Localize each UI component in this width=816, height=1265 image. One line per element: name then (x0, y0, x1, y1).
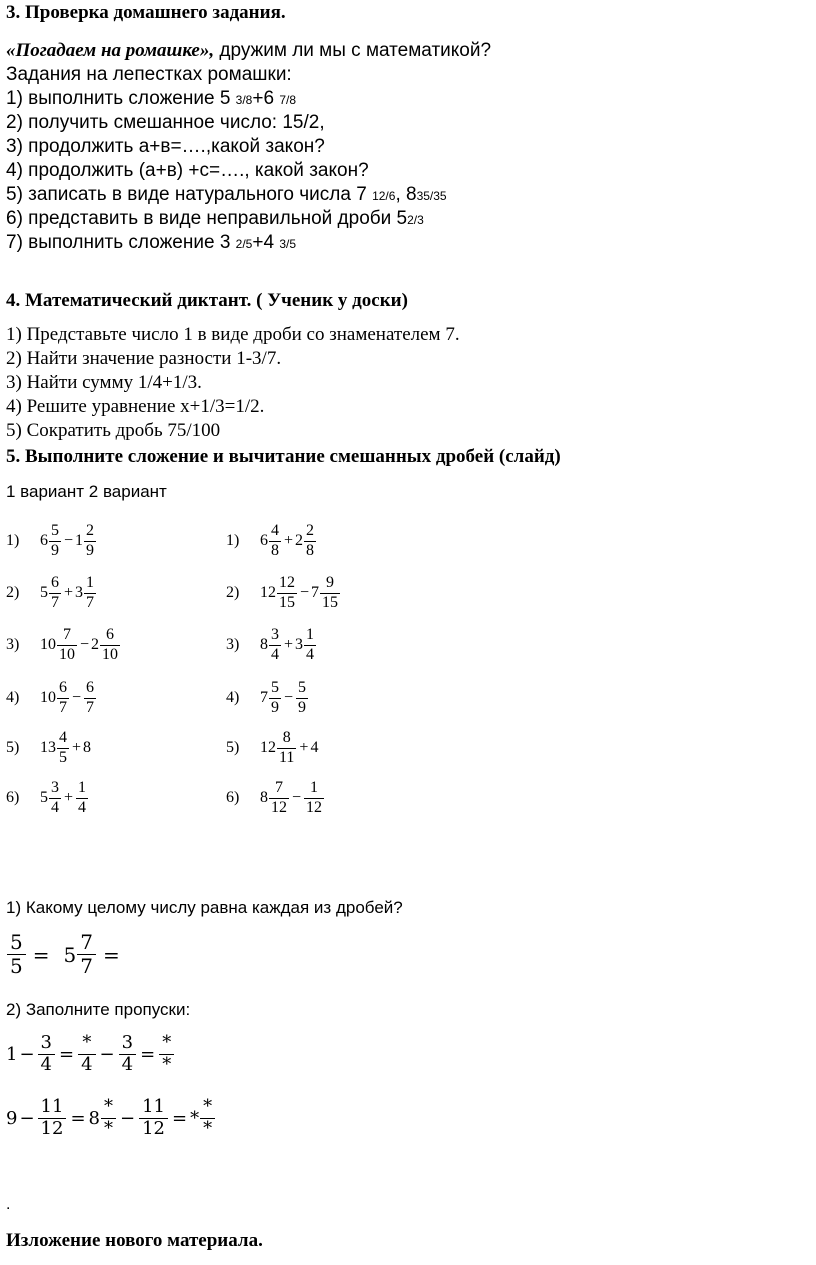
r2-nine: 9 (6, 1107, 18, 1129)
intro-rest: дружим ли мы с математикой? (214, 40, 492, 61)
task-6 (6, 208, 424, 230)
fraction-2-numerator: 9 (326, 574, 335, 591)
dictation-item-1: 1) Представьте число 1 в виде дроби со знаменателем 7. (6, 324, 460, 345)
dictation-item-3: 3) Найти сумму 1/4+1/3. (6, 372, 202, 393)
fraction-1 (49, 780, 61, 817)
task-7-text: 7) выполнить сложение 3 (6, 232, 236, 253)
fraction-2 (304, 627, 316, 664)
whole-part-2: 2 (295, 532, 304, 550)
task-1 (6, 88, 296, 110)
fraction-1-denominator: 10 (59, 645, 75, 663)
left-exercise-5 (6, 730, 91, 767)
exercise-index: 3) (6, 636, 20, 654)
fraction-1-numerator: 7 (275, 779, 283, 796)
operator: + (64, 584, 74, 602)
operator: − (300, 584, 310, 602)
fraction-1-numerator: 5 (271, 679, 279, 696)
question-2: 2) Заполните пропуски: (6, 1000, 191, 1019)
exercise-index: 1) (226, 532, 240, 550)
r1-minus-b: − (99, 1043, 115, 1065)
r2-n2: * (104, 1096, 113, 1117)
fraction-2-denominator: 7 (86, 593, 95, 611)
exercise-index: 4) (6, 689, 20, 707)
fraction-1-denominator: 4 (51, 798, 59, 816)
r2-d1: 12 (38, 1118, 67, 1139)
whole-part-1: 6 (40, 532, 48, 550)
q1-b-denominator: 7 (77, 954, 96, 977)
operator: − (292, 789, 302, 807)
stray-dot: . (6, 1196, 11, 1213)
fraction-1-numerator: 12 (279, 574, 295, 591)
fraction-2-numerator: 2 (306, 522, 315, 539)
fraction-1 (269, 780, 289, 817)
whole-part-2: 3 (75, 584, 84, 602)
task-1-frac-b: 7/8 (279, 93, 296, 107)
fraction-1 (269, 523, 281, 560)
task-1-text: 1) выполнить сложение 5 (6, 88, 236, 109)
r1-frac-3 (119, 1034, 136, 1075)
exercise-index: 1) (6, 532, 20, 550)
task-3: 3) продолжить а+в=….,какой закон? (6, 136, 325, 157)
r2-d2: * (101, 1118, 116, 1139)
right-exercise-6 (226, 780, 325, 817)
fraction-2 (84, 523, 96, 560)
r2-n3: 11 (142, 1096, 165, 1117)
left-exercise-1 (6, 523, 97, 560)
fraction-1-denominator: 9 (271, 698, 279, 716)
fraction-1-numerator: 3 (271, 626, 279, 643)
fraction-1-denominator: 7 (59, 698, 67, 716)
fraction-2-denominator: 4 (306, 645, 315, 663)
fraction-1 (277, 575, 297, 612)
task-6-frac: 2/3 (407, 213, 424, 227)
fraction-2-numerator: 1 (78, 779, 87, 796)
q1-a-denominator: 5 (7, 954, 26, 977)
whole-part-2: 2 (91, 636, 100, 654)
footer-heading: Изложение нового материала. (6, 1230, 263, 1251)
dictation-item-2: 2) Найти значение разности 1-3/7. (6, 348, 282, 369)
section5-heading: 5. Выполните сложение и вычитание смешанных дробей (слайд) (6, 446, 561, 467)
r2-frac-2 (101, 1098, 116, 1139)
operator: − (284, 689, 294, 707)
r2-n1: 11 (40, 1096, 64, 1117)
q1-b-numerator: 7 (80, 930, 93, 954)
fill-row-1 (6, 1034, 175, 1075)
fraction-2-numerator: 1 (306, 626, 315, 643)
task-5-frac-a: 12/6 (372, 189, 396, 203)
exercise-index: 5) (6, 739, 20, 757)
fill-row-2 (6, 1098, 216, 1139)
task-1-plus: +6 (252, 88, 280, 109)
r1-d3: 4 (119, 1054, 136, 1075)
fraction-1-numerator: 6 (59, 679, 67, 696)
dictation-item-4: 4) Решите уравнение х+1/3=1/2. (6, 396, 265, 417)
fraction-2-denominator: 9 (298, 698, 307, 716)
task-7-frac-a: 2/5 (235, 237, 253, 251)
fraction-1-numerator: 8 (282, 729, 291, 746)
task-5 (6, 184, 447, 206)
exercise-index: 2) (6, 584, 20, 602)
fraction-2 (304, 780, 324, 817)
section3-intro (6, 40, 491, 62)
exercise-index: 6) (6, 789, 20, 807)
fraction-2-denominator: 4 (78, 798, 87, 816)
question-1-fractions (6, 932, 120, 977)
fraction-1-numerator: 4 (59, 729, 67, 746)
dictation-item-5: 5) Сократить дробь 75/100 (6, 420, 221, 441)
fraction-1-numerator: 5 (51, 522, 59, 539)
whole-part-1: 13 (40, 739, 56, 757)
whole-part-2: 1 (75, 532, 84, 550)
whole-part-2: 4 (310, 739, 319, 757)
right-exercise-2 (226, 575, 341, 612)
whole-part-1: 10 (40, 636, 56, 654)
r1-frac-1 (38, 1034, 55, 1075)
whole-part-1: 12 (260, 584, 276, 602)
left-exercise-4 (6, 680, 97, 717)
q1-equals-b: = (102, 942, 120, 967)
whole-part-1: 10 (40, 689, 56, 707)
r1-n2: * (82, 1032, 92, 1053)
task-7 (6, 232, 296, 254)
operator: + (284, 532, 294, 550)
operator: + (284, 636, 294, 654)
whole-part-1: 6 (260, 532, 268, 550)
fraction-1-numerator: 7 (63, 626, 71, 643)
left-exercise-3 (6, 627, 121, 664)
r1-minus-a: − (19, 1043, 35, 1065)
fraction-2 (304, 523, 316, 560)
r1-eq-b: = (140, 1043, 156, 1065)
r2-minus-a: − (19, 1107, 35, 1129)
r1-frac-2 (78, 1034, 95, 1075)
operator: + (64, 789, 74, 807)
r1-d2: 4 (78, 1054, 95, 1075)
exercise-index: 4) (226, 689, 240, 707)
r1-one: 1 (6, 1043, 18, 1065)
fraction-1-denominator: 4 (271, 645, 279, 663)
fraction-2 (84, 680, 96, 717)
fraction-1 (269, 680, 281, 717)
operator: − (72, 689, 82, 707)
fraction-1 (49, 523, 61, 560)
fraction-1 (269, 627, 281, 664)
fraction-1 (57, 680, 69, 717)
fraction-2-numerator: 6 (106, 626, 115, 643)
right-exercise-5 (226, 730, 318, 767)
fraction-1-denominator: 11 (279, 748, 295, 766)
r2-frac-1 (38, 1098, 67, 1139)
r1-n1: 3 (40, 1032, 52, 1053)
exercise-index: 6) (226, 789, 240, 807)
fraction-2 (84, 575, 96, 612)
right-exercise-1 (226, 523, 317, 560)
fraction-1 (49, 575, 61, 612)
fraction-2 (76, 780, 88, 817)
fraction-1-denominator: 5 (59, 748, 67, 766)
whole-part-1: 12 (260, 739, 276, 757)
fraction-1 (277, 730, 296, 767)
whole-part-1: 8 (260, 636, 268, 654)
fraction-2-numerator: 5 (298, 679, 307, 696)
fraction-2-denominator: 12 (306, 798, 323, 816)
fraction-2-denominator: 7 (86, 698, 95, 716)
q1-a-numerator: 5 (10, 930, 23, 954)
whole-part-1: 5 (40, 584, 48, 602)
fraction-1-numerator: 6 (51, 574, 59, 591)
r1-d4: * (159, 1054, 174, 1075)
fraction-2-denominator: 15 (322, 593, 339, 611)
right-exercise-4 (226, 680, 309, 717)
task-7-frac-b: 3/5 (279, 237, 296, 251)
fraction-2-numerator: 2 (86, 522, 95, 539)
fraction-2-denominator: 10 (102, 645, 119, 663)
r2-eq-a: = (70, 1107, 86, 1129)
exercise-index: 5) (226, 739, 240, 757)
fraction-2-denominator: 8 (306, 541, 315, 559)
fraction-2 (296, 680, 308, 717)
intro-bold: «Погадаем на ромашке», (6, 40, 215, 61)
whole-part-2: 7 (311, 584, 320, 602)
r2-d3: 12 (139, 1118, 168, 1139)
fraction-1-denominator: 9 (51, 541, 59, 559)
r2-whole-star: * (190, 1107, 200, 1129)
r2-frac-3 (139, 1098, 168, 1139)
variants-label: 1 вариант 2 вариант (6, 482, 167, 501)
fraction-1-denominator: 12 (271, 798, 287, 816)
q1-fraction-b (77, 932, 96, 977)
q1-equals-a: = (32, 942, 50, 967)
fraction-1-denominator: 8 (271, 541, 279, 559)
left-exercise-6 (6, 780, 89, 817)
exercise-index: 2) (226, 584, 240, 602)
r1-eq-a: = (59, 1043, 75, 1065)
r1-n3: 3 (121, 1032, 134, 1053)
fraction-2-numerator: 1 (86, 574, 95, 591)
right-exercise-3 (226, 627, 317, 664)
task-5-text: 5) записать в виде натурального числа 7 (6, 184, 373, 205)
left-exercise-2 (6, 575, 97, 612)
fraction-1-numerator: 4 (271, 522, 279, 539)
r2-whole-8: 8 (88, 1107, 100, 1129)
operator: − (80, 636, 90, 654)
whole-part-1: 7 (260, 689, 268, 707)
operator: + (72, 739, 82, 757)
whole-part-1: 5 (40, 789, 48, 807)
section4-heading: 4. Математический диктант. ( Ученик у доски) (6, 290, 408, 311)
task-5-frac-b: 35/35 (416, 189, 447, 203)
fraction-2-denominator: 9 (86, 541, 95, 559)
fraction-2-numerator: 6 (86, 679, 95, 696)
q1-fraction-a (7, 932, 26, 977)
q1-b-whole: 5 (63, 942, 77, 967)
fraction-1 (57, 627, 77, 664)
task-6-text: 6) представить в виде неправильной дроби 5 (6, 208, 408, 229)
whole-part-2: 8 (83, 739, 92, 757)
whole-part-2: 3 (295, 636, 304, 654)
task-1-frac-a: 3/8 (235, 93, 253, 107)
operator: + (299, 739, 309, 757)
question-1: 1) Какому целому числу равна каждая из дробей? (6, 898, 403, 917)
r2-frac-4 (200, 1098, 215, 1139)
fraction-1-numerator: 3 (51, 779, 59, 796)
r2-n4: * (203, 1096, 213, 1117)
fraction-2 (100, 627, 120, 664)
fraction-2-numerator: 1 (310, 779, 319, 796)
task-4: 4) продолжить (а+в) +с=…., какой закон? (6, 160, 369, 181)
fraction-1-denominator: 15 (279, 593, 295, 611)
task-7-plus: +4 (252, 232, 280, 253)
whole-part-1: 8 (260, 789, 268, 807)
tasks-title: Задания на лепестках ромашки: (6, 64, 292, 85)
fraction-1-denominator: 7 (51, 593, 59, 611)
r2-d4: * (200, 1118, 215, 1139)
r2-minus-b: − (120, 1107, 136, 1129)
r2-eq-b: = (172, 1107, 188, 1129)
fraction-2 (320, 575, 340, 612)
r1-frac-4 (159, 1034, 174, 1075)
r1-n4: * (162, 1032, 172, 1053)
exercise-index: 3) (226, 636, 240, 654)
task-2: 2) получить смешанное число: 15/2, (6, 112, 325, 133)
operator: − (64, 532, 74, 550)
r1-d1: 4 (38, 1054, 55, 1075)
section3-heading: 3. Проверка домашнего задания. (6, 2, 286, 23)
fraction-1 (57, 730, 69, 767)
task-5-sep: , 8 (395, 184, 417, 205)
